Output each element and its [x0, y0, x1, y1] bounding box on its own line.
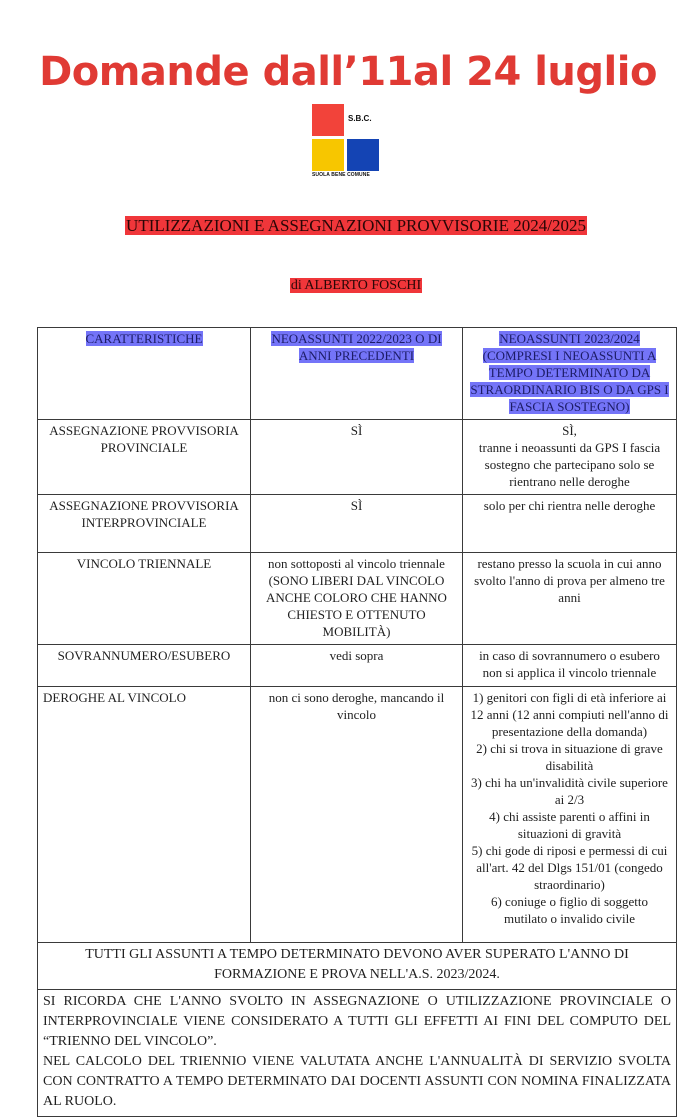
- row-col2: SÌ: [251, 495, 463, 553]
- header-neoassunti-prev: NEOASSUNTI 2022/2023 O DI ANNI PRECEDENTI: [271, 331, 442, 363]
- deroga-item: 5) chi gode di riposi e permessi di cui all'art. 42 del Dlgs 151/01 (congedo straordinario): [471, 843, 668, 892]
- row-col2: non ci sono deroghe, mancando il vincolo: [251, 687, 463, 943]
- table-row: [38, 495, 677, 553]
- note-blue-paragraph-1: SI RICORDA CHE L'ANNO SVOLTO IN ASSEGNAZIONE O UTILIZZAZIONE PROVINCIALE O INTERPROVINCIALE VIENE CONSIDERATO A TUTTI GLI EFFETTI AI FINI DEL COMPUTO DEL “TRIENNO DEL VINCOLO”.: [43, 994, 671, 1049]
- deroga-item: 4) chi assiste parenti o affini in situazioni di gravità: [489, 809, 650, 841]
- comparison-table: [37, 327, 677, 1117]
- row-col3-line2: tranne i neoassunti da GPS I fascia sostegno che partecipano solo se rientrano nelle deroghe: [478, 440, 661, 489]
- row-col3: solo per chi rientra nelle deroghe: [463, 495, 677, 553]
- row-feature: VINCOLO TRIENNALE: [38, 553, 251, 645]
- document-title-text: UTILIZZAZIONI E ASSEGNAZIONI PROVVISORIE 2024/2025: [126, 216, 586, 235]
- table-row: [38, 645, 677, 687]
- document-title: [0, 216, 696, 236]
- table-row: [38, 420, 677, 495]
- deroga-item: 3) chi ha un'invalidità civile superiore ai 2/3: [471, 775, 668, 807]
- note-blue: [38, 990, 677, 1117]
- note-blue-paragraph-2: NEL CALCOLO DEL TRIENNIO VIENE VALUTATA ANCHE L'ANNUALITÀ DI SERVIZIO SVOLTA CON CONTRATTO A TEMPO DETERMINATO DAI DOCENTI ASSUNTI CON NOMINA FINALIZZATA AL RUOLO.: [43, 1054, 671, 1109]
- header-cell-neoassunti-prev: [251, 328, 463, 420]
- deroga-item: 2) chi si trova in situazione di grave disabilità: [476, 741, 663, 773]
- note-blue-row: [38, 990, 677, 1117]
- document-author-text: di ALBERTO FOSCHI: [290, 278, 422, 293]
- deroga-item: 6) coniuge o figlio di soggetto mutilato o invalido civile: [490, 894, 649, 926]
- row-col3-line1: SÌ,: [562, 423, 577, 438]
- header-cell-features: [38, 328, 251, 420]
- logo-red-square-icon: [312, 104, 344, 136]
- header-neoassunti-2023: NEOASSUNTI 2023/2024 (COMPRESI I NEOASSUNTI A TEMPO DETERMINATO DA STRAORDINARIO BIS O DA GPS I FASCIA SOSTEGNO): [470, 331, 669, 414]
- row-feature: ASSEGNAZIONE PROVVISORIA INTERPROVINCIALE: [38, 495, 251, 553]
- header-features: CARATTERISTICHE: [85, 331, 203, 346]
- logo-name: SUOLA BENE COMUNE: [312, 172, 370, 178]
- row-col2: vedi sopra: [251, 645, 463, 687]
- row-col3-list: [463, 687, 677, 943]
- note-red: TUTTI GLI ASSUNTI A TEMPO DETERMINATO DEVONO AVER SUPERATO L'ANNO DI FORMAZIONE E PROVA NELL'A.S. 2023/2024.: [38, 943, 677, 990]
- logo-blue-square-icon: [347, 139, 379, 171]
- document-author: [0, 276, 696, 294]
- row-feature: SOVRANNUMERO/ESUBERO: [38, 645, 251, 687]
- logo-abbreviation: S.B.C.: [348, 114, 372, 123]
- table-row: [38, 553, 677, 645]
- logo-yellow-square-icon: [312, 139, 344, 171]
- row-feature: ASSEGNAZIONE PROVVISORIA PROVINCIALE: [38, 420, 251, 495]
- row-col3: [463, 420, 677, 495]
- row-col2: SÌ: [251, 420, 463, 495]
- table-header-row: [38, 328, 677, 420]
- note-red-row: [38, 943, 677, 990]
- headline: Domande dall’11al 24 luglio: [39, 49, 657, 95]
- row-feature: DEROGHE AL VINCOLO: [38, 687, 251, 943]
- sbc-logo: [312, 104, 392, 180]
- table-row: [38, 687, 677, 943]
- row-col2: non sottoposti al vincolo triennale (SONO LIBERI DAL VINCOLO ANCHE COLORO CHE HANNO CHIESTO E OTTENUTO MOBILITÀ): [251, 553, 463, 645]
- header-cell-neoassunti-2023: [463, 328, 677, 420]
- row-col3: restano presso la scuola in cui anno svolto l'anno di prova per almeno tre anni: [463, 553, 677, 645]
- deroga-item: 1) genitori con figli di età inferiore ai 12 anni (12 anni compiuti nell'anno di presentazione della domanda): [470, 690, 669, 739]
- row-col3: in caso di sovrannumero o esubero non si applica il vincolo triennale: [463, 645, 677, 687]
